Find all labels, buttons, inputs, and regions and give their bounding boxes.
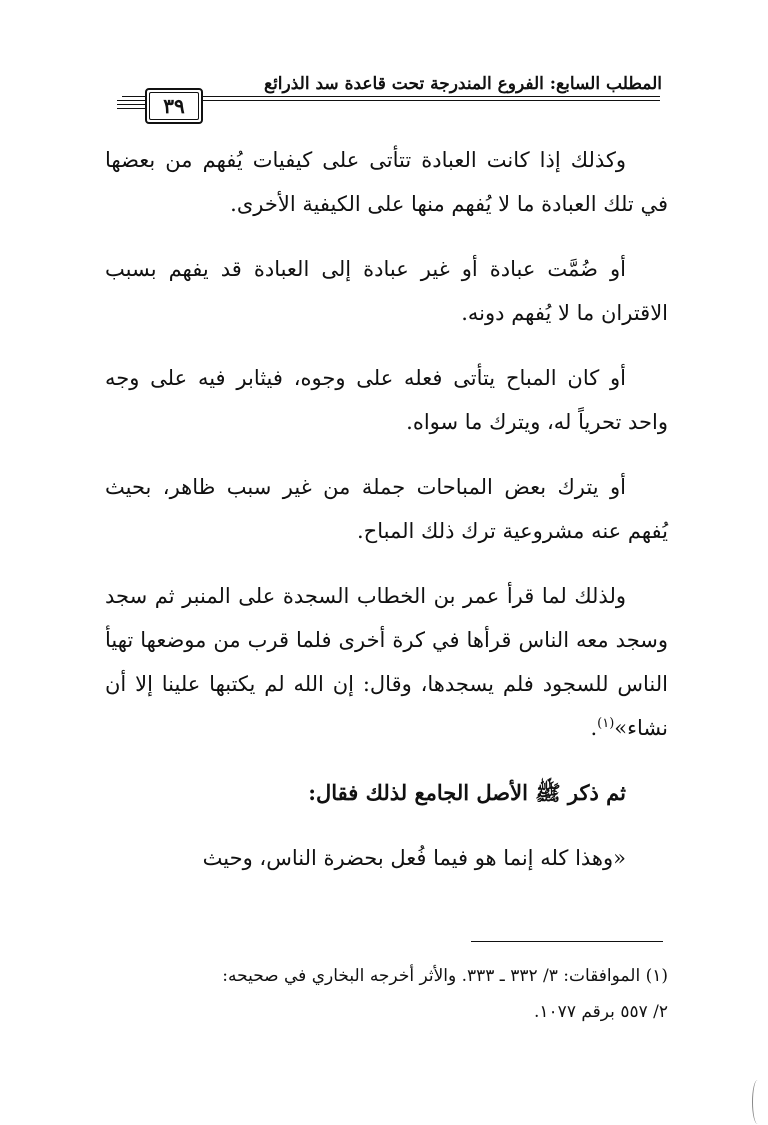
running-header-title: المطلب السابع: الفروع المندرجة تحت قاعدة سد الذرائع <box>264 74 662 94</box>
header-rule-left-a <box>117 100 147 101</box>
paragraph-3-text: أو كان المباح يتأتى فعله على وجوه، فيثابر فيه على وجه واحد تحرياً له، ويترك ما سواه. <box>105 366 668 434</box>
page-number-box <box>145 88 203 124</box>
paragraph-1 <box>105 138 668 226</box>
paragraph-1-text: وكذلك إذا كانت العبادة تتأتى على كيفيات يُفهم من بعضها في تلك العبادة ما لا يُفهم منها على الكيفية الأخرى. <box>105 148 668 216</box>
page-number: ٣٩ <box>163 94 185 118</box>
paragraph-3 <box>105 356 668 444</box>
paragraph-5-text: ولذلك لما قرأ عمر بن الخطاب السجدة على المنبر ثم سجد وسجد معه الناس قرأها في كرة أخرى فلما قرب من موضعها تهيأ الناس للسجود فلم يسجدها، وقال: إن الله لم يكتبها علينا إلا أن نشاء» <box>105 584 668 740</box>
footnote-separator <box>471 941 663 942</box>
footnote-reference: (١) <box>597 716 615 731</box>
header-rule-left-b <box>117 104 147 105</box>
footnote-line-1: (١) الموافقات: ٣/ ٣٣٢ ـ ٣٣٣. والأثر أخرجه البخاري في صحيحه: <box>222 966 668 986</box>
header-rule-left-c <box>117 108 147 109</box>
paragraph-5-end: . <box>590 716 598 740</box>
paragraph-6 <box>105 771 668 815</box>
paragraph-7-text: «وهذا كله إنما هو فيما فُعل بحضرة الناس، وحيث <box>202 846 626 870</box>
footnote <box>105 958 668 1030</box>
paragraph-2-text: أو ضُمَّت عبادة أو غير عبادة إلى العبادة قد يفهم بسبب الاقتران ما لا يُفهم دونه. <box>105 257 668 325</box>
paragraph-6-text: ثم ذكر ﷺ الأصل الجامع لذلك فقال: <box>308 780 626 805</box>
paragraph-4-text: أو يترك بعض المباحات جملة من غير سبب ظاهر، بحيث يُفهم عنه مشروعية ترك ذلك المباح. <box>105 475 668 543</box>
paragraph-2 <box>105 247 668 335</box>
margin-mark <box>752 1080 763 1124</box>
paragraph-5 <box>105 574 668 750</box>
main-text <box>105 138 668 901</box>
paragraph-7 <box>105 836 668 880</box>
paragraph-4 <box>105 465 668 553</box>
footnote-line-2: ٢/ ٥٥٧ برقم ١٠٧٧. <box>534 1002 668 1022</box>
